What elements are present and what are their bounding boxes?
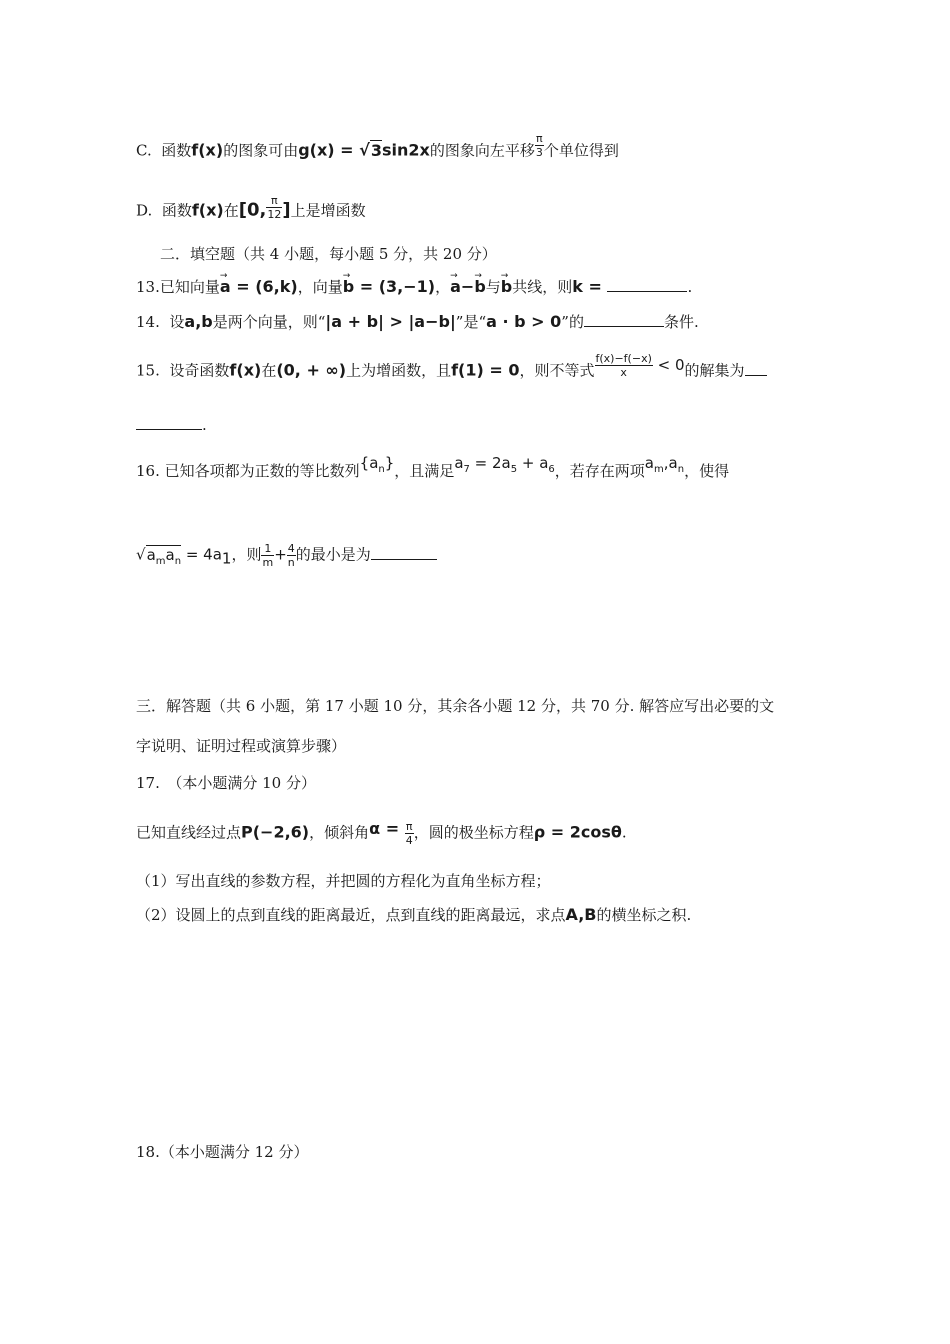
option-label: D. xyxy=(136,201,153,220)
fraction-inequality: $\frac{f(x)-f(-x)}{x}$ xyxy=(595,352,652,379)
question-16: 16. 已知各项都为正数的等比数列$\{a_n\}$，且满足$a_7 = 2a_5 + a_6$，若存在两项$a_m,a_n$，使得 xyxy=(136,454,730,480)
question-15-blank-continued: . xyxy=(136,414,207,436)
answer-blank[interactable] xyxy=(745,361,767,376)
question-17-part-2: （2）设圆上的点到直线的距离最近，点到直线的距离最远，求点A,B的横坐标之积. xyxy=(136,905,692,924)
option-label: C. xyxy=(136,141,152,160)
section-title-solve: 三．解答题（共 6 小题，第 17 小题 10 分，其余各小题 12 分，共 70 分. 解答应写出必要的文 xyxy=(136,697,775,715)
option-d: D. 函数f(x)在[0, $\frac{\pi}{12}$ ]上是增函数 xyxy=(136,194,366,221)
fraction-1-m: $\frac{1}{m}$ xyxy=(262,542,274,569)
question-18-header: 18.（本小题满分 12 分） xyxy=(136,1143,309,1161)
fraction-pi-3: $\frac{\pi}{3}$ xyxy=(535,132,543,159)
answer-blank[interactable] xyxy=(136,415,202,430)
question-17-body: 已知直线经过点P(−2,6)，倾斜角α = $\frac{\pi}{4}$ ，圆的极坐标方程ρ = 2cosθ. xyxy=(136,818,627,847)
question-16-line-2: $√a_ma_n = 4a_1$，则 $\frac{1}{m}$ + $\frac{4}{n}$ 的最小是为 xyxy=(136,542,437,573)
section-title-solve-line-2: 字说明、证明过程或演算步骤） xyxy=(136,737,347,755)
question-17-header: 17. （本小题满分 10 分） xyxy=(136,774,316,792)
question-14: 14. 设a,b是两个向量，则“|a + b| > |a−b|”是“a · b > 0”的 条件. xyxy=(136,312,699,331)
fraction-4-n: $\frac{4}{n}$ xyxy=(287,542,295,569)
answer-blank[interactable] xyxy=(584,312,664,327)
fraction-pi-4: $\frac{\pi}{4}$ xyxy=(405,820,413,847)
question-13: 13.已知向量→ a = (6,k)，向量→ b = (3,−1)，→ a−→ b与→ b共线，则k = . xyxy=(136,276,692,298)
answer-blank[interactable] xyxy=(607,277,687,292)
question-15: 15. 设奇函数f(x)在(0, + ∞)上为增函数，且f(1) = 0，则不等式 $\frac{f(x)-f(-x)}{x}$ < 0的解集为 xyxy=(136,358,767,385)
question-17-part-1: （1）写出直线的参数方程，并把圆的方程化为直角坐标方程； xyxy=(136,872,551,890)
answer-blank[interactable] xyxy=(371,545,437,560)
fraction-pi-12: $\frac{\pi}{12}$ xyxy=(267,194,282,221)
option-c: C. 函数f(x)的图象可由g(x) = √3sin2x的图象向左平移 $\frac{\pi}{3}$ 个单位得到 xyxy=(136,132,619,160)
section-title-fill-in: 二．填空题（共 4 小题，每小题 5 分，共 20 分） xyxy=(160,245,497,263)
